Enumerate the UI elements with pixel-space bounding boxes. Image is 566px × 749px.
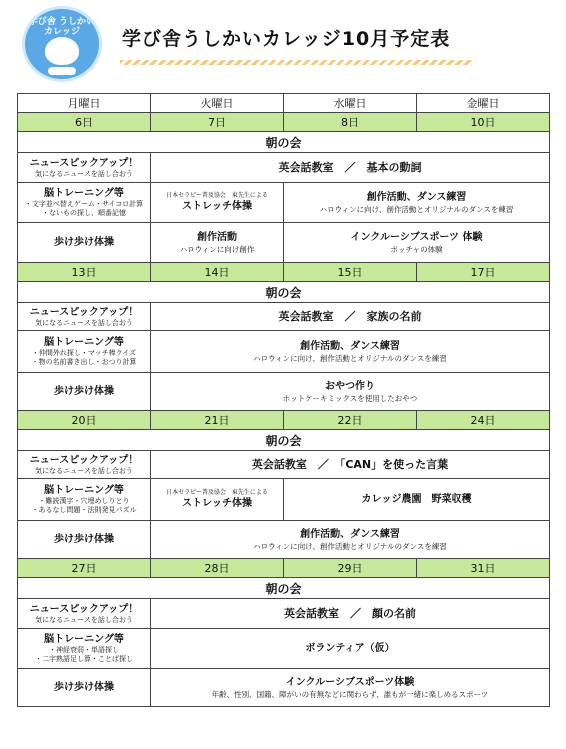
stretch-title: ストレッチ体操 (182, 498, 252, 509)
walk-label: 歩け歩け体操 (54, 682, 114, 693)
brain-sub: ・文字並べ替えゲーム・サイコロ計算 (24, 200, 144, 208)
news-sub: 気になるニュースを話し合おう (35, 318, 133, 327)
college-logo (22, 6, 102, 82)
sports-title: インクルーシブスポーツ 体験 (350, 231, 483, 243)
farm-cell (284, 479, 550, 521)
day-header-row (18, 94, 550, 113)
news-sub: 気になるニュースを話し合おう (35, 466, 133, 475)
date-cell: 15日 (284, 263, 417, 282)
day-mon: 月曜日 (18, 94, 151, 113)
date-cell: 10日 (417, 113, 550, 132)
date-row (18, 113, 550, 132)
brain-sub: ・神経衰弱・単語探し (49, 646, 119, 654)
news-title: ニュースピックアップ！ (29, 157, 139, 169)
news-title: ニュースピックアップ！ (29, 306, 139, 318)
creative-cell (151, 223, 284, 263)
activity-sub: ハロウィンに向け、創作活動とオリジナルのダンスを練習 (253, 541, 447, 551)
news-title: ニュースピックアップ！ (29, 603, 139, 615)
walk-label: 歩け歩け体操 (54, 534, 114, 545)
morning-meeting: 朝の会 (18, 578, 550, 599)
date-cell: 27日 (18, 559, 151, 578)
morning-meeting: 朝の会 (18, 282, 550, 303)
date-row (18, 411, 550, 430)
news-cell (18, 153, 151, 183)
page-title: 学び舎うしかいカレッジ10月予定表 (122, 28, 451, 50)
walk-label: 歩け歩け体操 (54, 237, 114, 248)
day-wed: 水曜日 (284, 94, 417, 113)
news-sub: 気になるニュースを話し合おう (35, 615, 133, 624)
stretch-cell (151, 479, 284, 521)
walk-cell (18, 669, 151, 707)
english-class (151, 451, 550, 479)
walk-label: 歩け歩け体操 (54, 386, 114, 397)
date-row (18, 559, 550, 578)
english-label: 英会話教室 ／ 家族の名前 (278, 309, 422, 323)
date-cell: 8日 (284, 113, 417, 132)
date-cell: 17日 (417, 263, 550, 282)
snack-sub: ホットケーキミックスを使用したおやつ (282, 393, 418, 403)
schedule-table (17, 93, 550, 707)
snack-cell (151, 373, 550, 411)
brain-title: 脳トレーニング等 (44, 188, 124, 199)
news-cell (18, 451, 151, 479)
brain-cell (18, 479, 151, 521)
brain-sub: ・物の名前書き出し・おつり計算 (31, 358, 137, 366)
stretch-pre: 日本セラピー普及協会 東先生による (166, 489, 268, 496)
news-sub: 気になるニュースを話し合おう (35, 169, 133, 178)
news-cell (18, 303, 151, 331)
walk-cell (18, 521, 151, 559)
title-underline (120, 60, 472, 65)
brain-cell (18, 183, 151, 223)
brain-title: 脳トレーニング等 (44, 485, 124, 496)
date-cell: 14日 (151, 263, 284, 282)
brain-sub: ・あるなし問題・法則発見パズル (31, 506, 137, 514)
date-cell: 21日 (151, 411, 284, 430)
date-cell: 20日 (18, 411, 151, 430)
walk-cell (18, 373, 151, 411)
walk-cell (18, 223, 151, 263)
brain-sub: ・二字熟語足し算・ことば探し (35, 655, 133, 663)
bone-icon (48, 67, 76, 75)
stretch-pre: 日本セラピー普及協会 東先生による (166, 192, 268, 199)
farm-title: カレッジ農園 野菜収穫 (361, 494, 472, 505)
stretch-title: ストレッチ体操 (182, 201, 252, 212)
activity-cell (151, 331, 550, 373)
day-fri: 金曜日 (417, 94, 550, 113)
brain-title: 脳トレーニング等 (44, 337, 124, 348)
news-title: ニュースピックアップ！ (29, 454, 139, 466)
brain-sub: ・難読漢字・穴埋めしりとり (38, 497, 130, 505)
sports-sub: ボッチャの体験 (390, 244, 443, 254)
english-label: 英会話教室 ／ 顔の名前 (284, 606, 416, 620)
date-cell: 7日 (151, 113, 284, 132)
creative-title: 創作活動 (197, 231, 237, 243)
volunteer-title: ボランティア（仮） (305, 643, 395, 654)
date-cell: 24日 (417, 411, 550, 430)
brain-title: 脳トレーニング等 (44, 634, 124, 645)
date-cell: 6日 (18, 113, 151, 132)
morning-meeting: 朝の会 (18, 132, 550, 153)
brain-sub: ・仲間外れ探し・マッチ棒クイズ (31, 349, 137, 357)
sports-title: インクルーシブスポーツ体験 (285, 676, 415, 688)
stretch-cell (151, 183, 284, 223)
brain-cell (18, 629, 151, 669)
english-label: 英会話教室 ／ 基本の動詞 (278, 160, 422, 174)
dog-icon (45, 37, 79, 65)
logo-text: 学び舎 うしかいカレッジ (28, 17, 96, 37)
date-cell: 28日 (151, 559, 284, 578)
activity-title: 創作活動、ダンス練習 (300, 528, 400, 540)
sports-cell (151, 669, 550, 707)
morning-meeting: 朝の会 (18, 430, 550, 451)
english-label: 英会話教室 ／ 「CAN」を使った言葉 (251, 457, 449, 471)
creative-sub: ハロウィンに向け創作 (179, 244, 255, 254)
sports-cell (284, 223, 550, 263)
activity-sub: ハロウィンに向け、創作活動とオリジナルのダンスを練習 (319, 204, 514, 214)
activity-title: 創作活動、ダンス練習 (366, 191, 467, 203)
brain-cell (18, 331, 151, 373)
brain-sub: ・ないもの探し、順番記憶 (42, 209, 126, 217)
date-cell: 29日 (284, 559, 417, 578)
activity-title: 創作活動、ダンス練習 (300, 340, 400, 352)
activity-sub: ハロウィンに向け、創作活動とオリジナルのダンスを練習 (253, 353, 447, 363)
date-cell: 31日 (417, 559, 550, 578)
activity-cell (151, 521, 550, 559)
english-class (151, 599, 550, 629)
volunteer-cell (151, 629, 550, 669)
date-cell: 13日 (18, 263, 151, 282)
date-cell: 22日 (284, 411, 417, 430)
english-class (151, 153, 550, 183)
date-row (18, 263, 550, 282)
day-tue: 火曜日 (151, 94, 284, 113)
english-class (151, 303, 550, 331)
activity-cell (284, 183, 550, 223)
header (0, 0, 566, 88)
snack-title: おやつ作り (325, 380, 375, 392)
news-cell (18, 599, 151, 629)
sports-sub: 年齢、性別、国籍、障がいの有無などに関わらず、誰もが一緒に楽しめるスポーツ (211, 689, 489, 699)
